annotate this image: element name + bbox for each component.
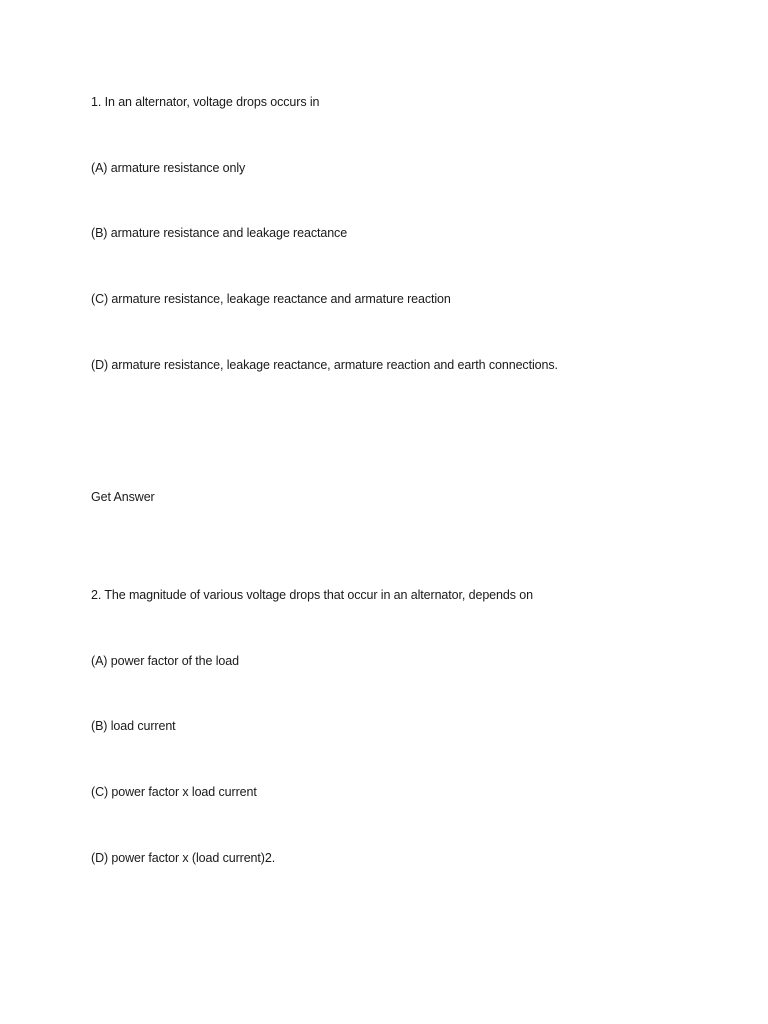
question-1-option-b: (B) armature resistance and leakage reactance: [91, 226, 348, 240]
question-2-option-c: (C) power factor x load current: [91, 785, 257, 799]
question-1-text: 1. In an alternator, voltage drops occurs in: [91, 95, 320, 109]
get-answer-link[interactable]: Get Answer: [91, 490, 155, 504]
question-1-option-c: (C) armature resistance, leakage reactance and armature reaction: [91, 292, 451, 306]
question-2-option-a: (A) power factor of the load: [91, 654, 239, 668]
question-1-option-a: (A) armature resistance only: [91, 161, 246, 175]
question-1-option-d: (D) armature resistance, leakage reactance, armature reaction and earth connections.: [91, 358, 558, 372]
question-2-option-b: (B) load current: [91, 719, 176, 733]
question-2-text: 2. The magnitude of various voltage drops that occur in an alternator, depends on: [91, 588, 533, 602]
question-2-option-d: (D) power factor x (load current)2.: [91, 851, 276, 865]
